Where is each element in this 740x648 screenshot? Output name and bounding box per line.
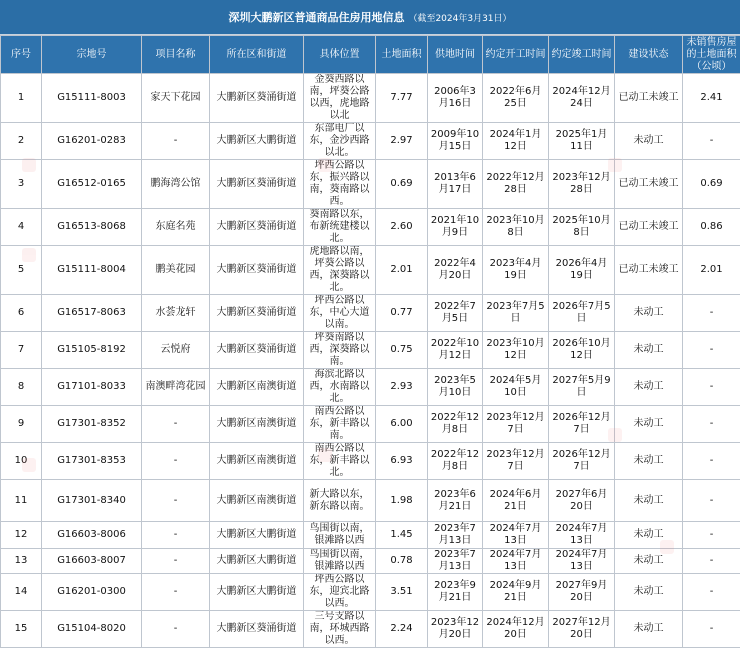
cell-no: 7: [1, 332, 42, 369]
cell-finish: 2025年1月11日: [549, 123, 615, 160]
cell-area: 3.51: [376, 574, 428, 611]
cell-parcel: G16201-0283: [42, 123, 142, 160]
cell-unsold: 2.41: [683, 74, 740, 123]
cell-name: -: [142, 480, 210, 522]
column-header: 序号: [1, 36, 42, 74]
cell-area: 7.77: [376, 74, 428, 123]
cell-name: 东庭名苑: [142, 209, 210, 246]
cell-name: 家天下花园: [142, 74, 210, 123]
cell-supply: 2023年12月20日: [428, 611, 483, 648]
cell-location: 鸟围街以南，银滩路以西: [304, 522, 376, 549]
cell-start: 2023年10月8日: [483, 209, 549, 246]
cell-status: 未动工: [615, 332, 683, 369]
cell-supply: 2023年7月13日: [428, 549, 483, 574]
cell-parcel: G15104-8020: [42, 611, 142, 648]
table-row: [1, 522, 740, 549]
table-row: [1, 74, 740, 123]
cell-district: 大鹏新区葵涌街道: [210, 246, 304, 295]
cell-unsold: -: [683, 611, 740, 648]
table-title-bar: [0, 0, 740, 35]
cell-name: -: [142, 574, 210, 611]
column-header: 土地面积: [376, 36, 428, 74]
cell-no: 1: [1, 74, 42, 123]
cell-location: 东部电厂以东，金沙西路以北。: [304, 123, 376, 160]
cell-status: 已动工未竣工: [615, 160, 683, 209]
header-row: [1, 36, 740, 74]
cell-location: 虎地路以南，坪葵公路以西，深葵路以北。: [304, 246, 376, 295]
cell-finish: 2024年7月13日: [549, 522, 615, 549]
cell-supply: 2023年5月10日: [428, 369, 483, 406]
cell-status: 已动工未竣工: [615, 246, 683, 295]
cell-location: 海滨北路以西，水南路以北。: [304, 369, 376, 406]
cell-area: 2.01: [376, 246, 428, 295]
cell-unsold: -: [683, 443, 740, 480]
cell-parcel: G16517-8063: [42, 295, 142, 332]
cell-district: 大鹏新区南澳街道: [210, 369, 304, 406]
cell-unsold: 0.86: [683, 209, 740, 246]
cell-district: 大鹏新区大鹏街道: [210, 522, 304, 549]
cell-district: 大鹏新区葵涌街道: [210, 332, 304, 369]
table-row: [1, 332, 740, 369]
cell-status: 未动工: [615, 480, 683, 522]
cell-unsold: -: [683, 480, 740, 522]
cell-no: 2: [1, 123, 42, 160]
table-body: [1, 74, 740, 648]
cell-name: 鹏海湾公馆: [142, 160, 210, 209]
cell-unsold: -: [683, 123, 740, 160]
cell-parcel: G17101-8033: [42, 369, 142, 406]
cell-supply: 2023年6月21日: [428, 480, 483, 522]
cell-unsold: -: [683, 369, 740, 406]
cell-finish: 2025年10月8日: [549, 209, 615, 246]
cell-start: 2023年12月7日: [483, 406, 549, 443]
cell-finish: 2026年7月5日: [549, 295, 615, 332]
cell-start: 2024年6月21日: [483, 480, 549, 522]
cell-unsold: -: [683, 332, 740, 369]
cell-supply: 2023年7月13日: [428, 522, 483, 549]
table-row: [1, 406, 740, 443]
table-row: [1, 160, 740, 209]
cell-parcel: G15111-8004: [42, 246, 142, 295]
table-title: 深圳大鹏新区普通商品住房用地信息: [228, 9, 404, 25]
cell-area: 0.78: [376, 549, 428, 574]
cell-unsold: -: [683, 406, 740, 443]
cell-parcel: G16603-8007: [42, 549, 142, 574]
cell-start: 2022年6月25日: [483, 74, 549, 123]
cell-start: 2023年10月12日: [483, 332, 549, 369]
column-header: 项目名称: [142, 36, 210, 74]
column-header: 未销售房屋的土地面积（公顷）: [683, 36, 740, 74]
cell-status: 未动工: [615, 522, 683, 549]
table-row: [1, 480, 740, 522]
cell-location: 坪西公路以东，中心大道以南。: [304, 295, 376, 332]
cell-start: 2024年7月13日: [483, 549, 549, 574]
cell-no: 10: [1, 443, 42, 480]
cell-status: 已动工未竣工: [615, 74, 683, 123]
cell-no: 8: [1, 369, 42, 406]
cell-finish: 2026年12月7日: [549, 443, 615, 480]
cell-no: 5: [1, 246, 42, 295]
cell-finish: 2026年10月12日: [549, 332, 615, 369]
cell-location: 鸟围街以南，银滩路以西: [304, 549, 376, 574]
cell-start: 2024年1月12日: [483, 123, 549, 160]
table-row: [1, 443, 740, 480]
cell-supply: 2022年10月12日: [428, 332, 483, 369]
cell-parcel: G16201-0300: [42, 574, 142, 611]
cell-location: 南西公路以东，新丰路以北。: [304, 443, 376, 480]
cell-parcel: G17301-8353: [42, 443, 142, 480]
cell-name: -: [142, 549, 210, 574]
cell-area: 6.93: [376, 443, 428, 480]
cell-district: 大鹏新区葵涌街道: [210, 209, 304, 246]
cell-finish: 2027年6月20日: [549, 480, 615, 522]
cell-start: 2024年9月21日: [483, 574, 549, 611]
cell-parcel: G17301-8352: [42, 406, 142, 443]
cell-status: 未动工: [615, 611, 683, 648]
cell-name: 南澳畔湾花园: [142, 369, 210, 406]
cell-start: 2024年5月10日: [483, 369, 549, 406]
cell-name: -: [142, 611, 210, 648]
cell-no: 13: [1, 549, 42, 574]
cell-start: 2023年12月7日: [483, 443, 549, 480]
cell-area: 2.60: [376, 209, 428, 246]
cell-area: 2.93: [376, 369, 428, 406]
cell-name: -: [142, 123, 210, 160]
column-header: 供地时间: [428, 36, 483, 74]
cell-no: 6: [1, 295, 42, 332]
cell-district: 大鹏新区大鹏街道: [210, 123, 304, 160]
cell-name: 水荟龙轩: [142, 295, 210, 332]
table-row: [1, 549, 740, 574]
cell-supply: 2021年10月9日: [428, 209, 483, 246]
cell-finish: 2024年7月13日: [549, 549, 615, 574]
cell-finish: 2027年9月20日: [549, 574, 615, 611]
cell-status: 未动工: [615, 443, 683, 480]
cell-start: 2023年4月19日: [483, 246, 549, 295]
cell-location: 金葵西路以南，坪葵公路以西，虎地路以北: [304, 74, 376, 123]
cell-start: 2022年12月28日: [483, 160, 549, 209]
cell-district: 大鹏新区大鹏街道: [210, 574, 304, 611]
cell-start: 2023年7月5日: [483, 295, 549, 332]
cell-unsold: 2.01: [683, 246, 740, 295]
cell-location: 三号支路以南，环城西路以西。: [304, 611, 376, 648]
cell-name: -: [142, 443, 210, 480]
cell-area: 0.77: [376, 295, 428, 332]
cell-location: 南西公路以东，新丰路以南。: [304, 406, 376, 443]
cell-finish: 2026年4月19日: [549, 246, 615, 295]
cell-name: -: [142, 522, 210, 549]
land-info-table: [0, 35, 740, 648]
cell-finish: 2027年12月20日: [549, 611, 615, 648]
cell-parcel: G17301-8340: [42, 480, 142, 522]
cell-status: 未动工: [615, 123, 683, 160]
cell-area: 0.69: [376, 160, 428, 209]
cell-start: 2024年7月13日: [483, 522, 549, 549]
table-row: [1, 369, 740, 406]
cell-location: 新大路以东，新东路以南。: [304, 480, 376, 522]
column-header: 约定竣工时间: [549, 36, 615, 74]
cell-district: 大鹏新区南澳街道: [210, 480, 304, 522]
cell-district: 大鹏新区大鹏街道: [210, 549, 304, 574]
cell-supply: 2023年9月21日: [428, 574, 483, 611]
cell-district: 大鹏新区葵涌街道: [210, 160, 304, 209]
cell-unsold: 0.69: [683, 160, 740, 209]
cell-area: 6.00: [376, 406, 428, 443]
cell-status: 已动工未竣工: [615, 209, 683, 246]
column-header: 建设状态: [615, 36, 683, 74]
cell-district: 大鹏新区南澳街道: [210, 406, 304, 443]
table-row: [1, 574, 740, 611]
cell-parcel: G16603-8006: [42, 522, 142, 549]
cell-no: 15: [1, 611, 42, 648]
cell-area: 2.97: [376, 123, 428, 160]
cell-no: 9: [1, 406, 42, 443]
cell-supply: 2022年12月8日: [428, 406, 483, 443]
cell-unsold: -: [683, 549, 740, 574]
cell-finish: 2023年12月28日: [549, 160, 615, 209]
cell-district: 大鹏新区南澳街道: [210, 443, 304, 480]
cell-status: 未动工: [615, 406, 683, 443]
cell-no: 4: [1, 209, 42, 246]
cell-name: 鹏美花园: [142, 246, 210, 295]
cell-location: 葵南路以东，布新统建楼以北。: [304, 209, 376, 246]
table-subtitle: （截至2024年3月31日）: [408, 11, 511, 24]
cell-no: 14: [1, 574, 42, 611]
cell-unsold: -: [683, 522, 740, 549]
cell-district: 大鹏新区葵涌街道: [210, 295, 304, 332]
table-row: [1, 295, 740, 332]
cell-district: 大鹏新区葵涌街道: [210, 74, 304, 123]
cell-finish: 2026年12月7日: [549, 406, 615, 443]
cell-no: 12: [1, 522, 42, 549]
cell-parcel: G15111-8003: [42, 74, 142, 123]
cell-location: 坪西公路以东，振兴路以南，葵南路以西。: [304, 160, 376, 209]
cell-supply: 2022年7月5日: [428, 295, 483, 332]
cell-name: -: [142, 406, 210, 443]
cell-supply: 2006年3月16日: [428, 74, 483, 123]
cell-supply: 2009年10月15日: [428, 123, 483, 160]
cell-finish: 2027年5月9日: [549, 369, 615, 406]
cell-location: 坪葵南路以西，深葵路以南。: [304, 332, 376, 369]
table-row: [1, 123, 740, 160]
cell-supply: 2022年4月20日: [428, 246, 483, 295]
cell-no: 11: [1, 480, 42, 522]
cell-status: 未动工: [615, 369, 683, 406]
column-header: 所在区和街道: [210, 36, 304, 74]
cell-status: 未动工: [615, 574, 683, 611]
cell-area: 1.45: [376, 522, 428, 549]
cell-district: 大鹏新区葵涌街道: [210, 611, 304, 648]
cell-location: 坪西公路以东，迎宾北路以西。: [304, 574, 376, 611]
column-header: 宗地号: [42, 36, 142, 74]
cell-finish: 2024年12月24日: [549, 74, 615, 123]
cell-supply: 2022年12月8日: [428, 443, 483, 480]
cell-start: 2024年12月20日: [483, 611, 549, 648]
column-header: 具体位置: [304, 36, 376, 74]
cell-supply: 2013年6月17日: [428, 160, 483, 209]
column-header: 约定开工时间: [483, 36, 549, 74]
cell-name: 云悦府: [142, 332, 210, 369]
cell-status: 未动工: [615, 295, 683, 332]
cell-parcel: G16512-0165: [42, 160, 142, 209]
cell-area: 1.98: [376, 480, 428, 522]
cell-no: 3: [1, 160, 42, 209]
table-row: [1, 246, 740, 295]
cell-parcel: G16513-8068: [42, 209, 142, 246]
cell-parcel: G15105-8192: [42, 332, 142, 369]
cell-status: 未动工: [615, 549, 683, 574]
table-row: [1, 611, 740, 648]
cell-unsold: -: [683, 574, 740, 611]
cell-area: 0.75: [376, 332, 428, 369]
cell-area: 2.24: [376, 611, 428, 648]
table-row: [1, 209, 740, 246]
cell-unsold: -: [683, 295, 740, 332]
